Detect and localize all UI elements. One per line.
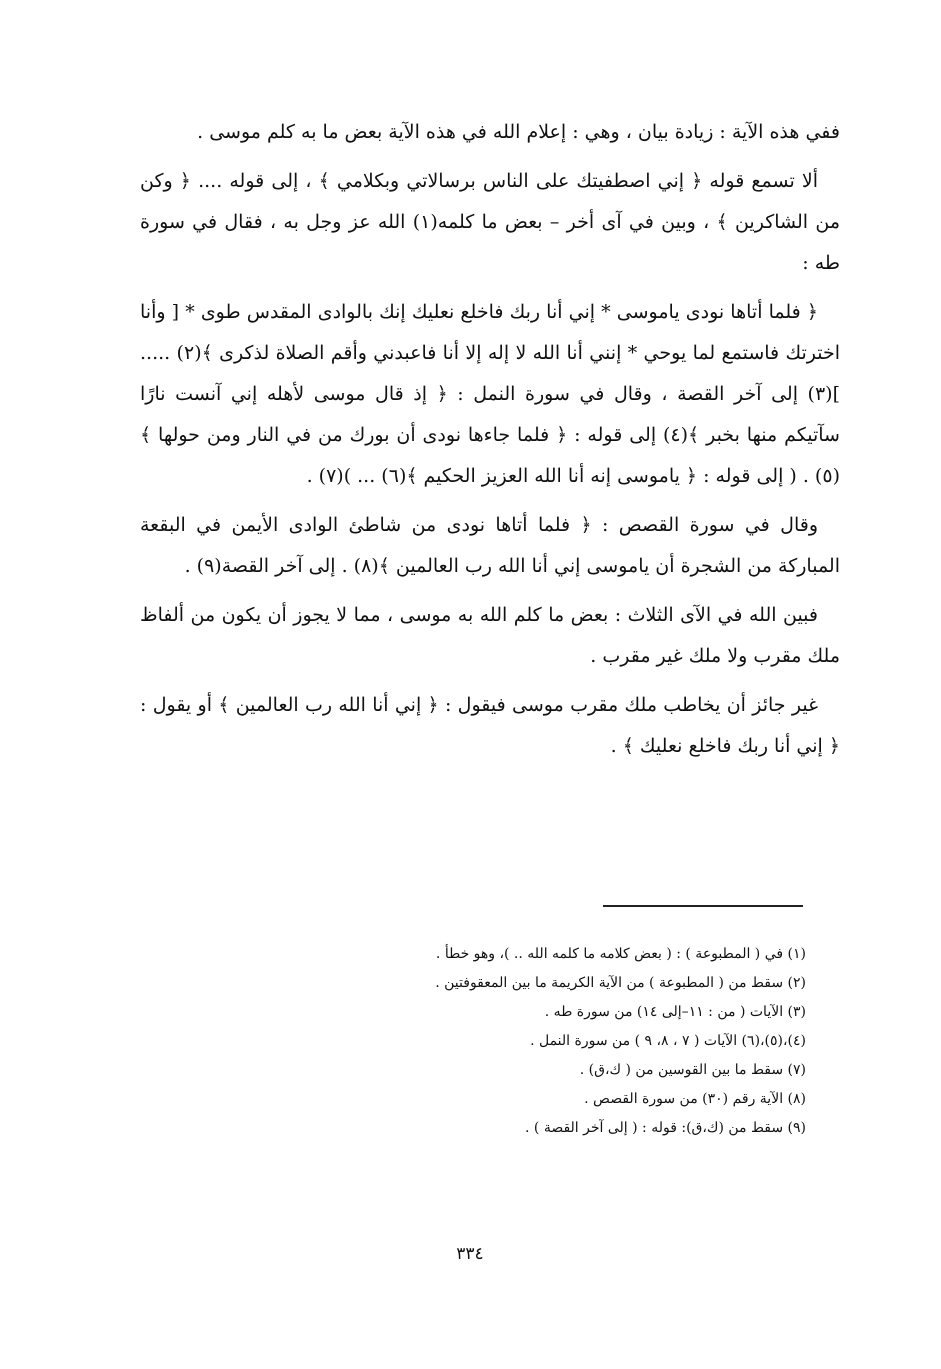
paragraph: ﴿ فلما أتاها نودى ياموسى * إني أنا ربك فاخلع نعليك إنك بالوادى المقدس طوى * [ وأنا اخترتك فاستمع لما يوحي * إنني أنا الله لا إله إلا أنا فاعبدني وأقم الصلاة لذكرى ﴾(٢) ..... ](٣) إلى آخر القصة ، وقال في سورة النمل : ﴿ إذ قال موسى لأهله إني آنست نارًا سآتيكم منها بخبر ﴾(٤) إلى قوله : ﴿ فلما جاءها نودى أن بورك من في النار ومن حولها ﴾(٥) . ( إلى قوله : ﴿ ياموسى إنه أنا الله العزيز الحكيم ﴾(٦) ... )(٧) . [140, 301, 840, 487]
footnote-item: (٧) سقط ما بين القوسين من ( ك،ق) . [579, 1062, 806, 1078]
paragraph: ألا تسمع قوله ﴿ إني اصطفيتك على الناس برسالاتي وبكلامي ﴾ ، إلى قوله .... ﴿ وكن من الشاكرين ﴾ ، وبين في آى أخر – بعض ما كلمه(١) الله عز وجل به ، فقال في سورة طه : [140, 170, 840, 274]
footnote-item: (٢) سقط من ( المطبوعة ) من الآية الكريمة ما بين المعقوفتين . [435, 975, 806, 991]
footnote-item: (٩) سقط من (ك،ق): قوله : ( إلى آخر القصة ) . [525, 1120, 806, 1136]
footnote-item: (٨) الآية رقم (٣٠) من سورة القصص . [584, 1091, 806, 1107]
footnotes-list [300, 940, 806, 1143]
paragraph: غير جائز أن يخاطب ملك مقرب موسى فيقول : ﴿ إني أنا الله رب العالمين ﴾ أو يقول : ﴿ إني أنا ربك فاخلع نعليك ﴾ . [140, 694, 840, 757]
page-number: ٣٣٤ [456, 1244, 484, 1264]
main-text-body [140, 112, 840, 775]
paragraph: فبين الله في الآى الثلاث : بعض ما كلم الله به موسى ، مما لا يجوز أن يكون من ألفاظ ملك مقرب ولا ملك غير مقرب . [140, 604, 840, 667]
footnote-divider [603, 905, 803, 907]
paragraph: وقال في سورة القصص : ﴿ فلما أتاها نودى من شاطئ الوادى الأيمن في البقعة المباركة من الشجرة أن ياموسى إني أنا الله رب العالمين ﴾(٨) . إلى آخر القصة(٩) . [140, 514, 840, 577]
footnote-item: (١) في ( المطبوعة ) : ( بعض كلامه ما كلمه الله .. )، وهو خطأ . [435, 946, 806, 962]
footnote-item: (٤)،(٥)،(٦) الآيات ( ٧ ، ٨، ٩ ) من سورة النمل . [530, 1033, 806, 1049]
footnote-item: (٣) الآيات ( من : ١١–إلى ١٤) من سورة طه . [544, 1004, 806, 1020]
paragraph: ففي هذه الآية : زيادة بيان ، وهي : إعلام الله في هذه الآية بعض ما به كلم موسى . [197, 121, 840, 143]
